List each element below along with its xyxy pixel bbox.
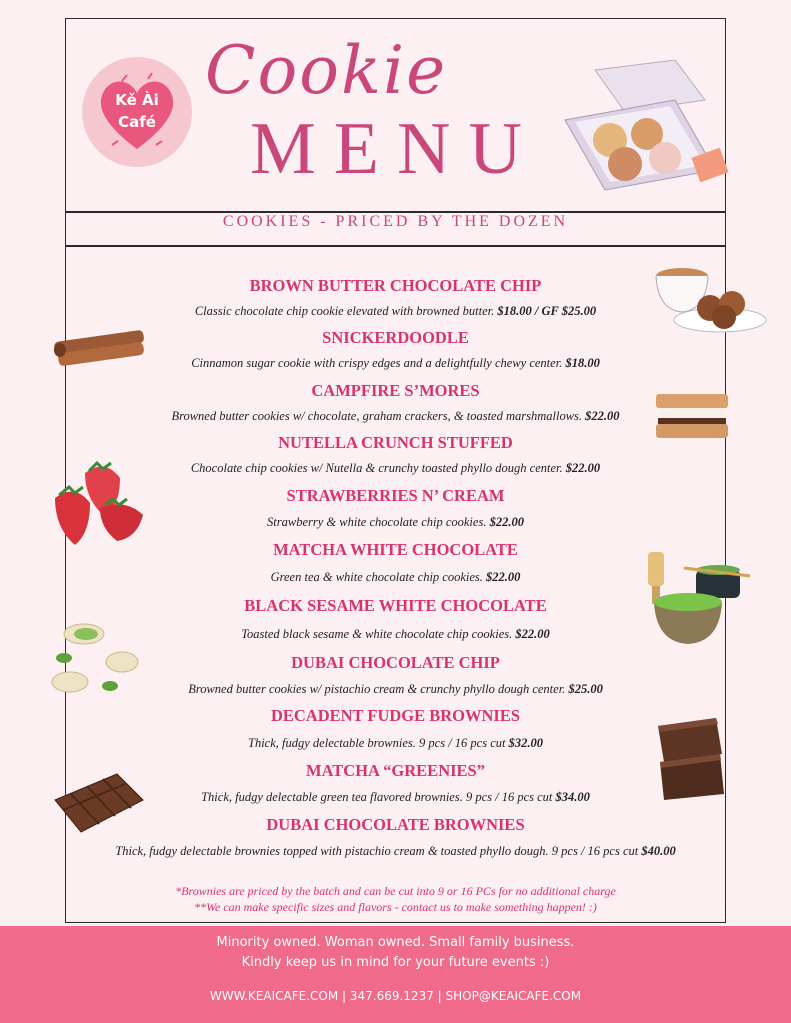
menu-item-name: DUBAI CHOCOLATE BROWNIES bbox=[266, 815, 525, 834]
menu-item-price: $40.00 bbox=[641, 844, 676, 858]
menu-item-price: $22.00 bbox=[585, 409, 620, 423]
custom-order-note: **We can make specific sizes and flavors - contact us to make something happen! :) bbox=[194, 900, 597, 914]
menu-item-name: DUBAI CHOCOLATE CHIP bbox=[291, 653, 500, 672]
footer-message: Kindly keep us in mind for your future events :) bbox=[241, 955, 550, 970]
menu-item-name: MATCHA WHITE CHOCOLATE bbox=[273, 540, 518, 559]
page-title: MENU bbox=[250, 108, 540, 190]
script-title: Cookie bbox=[205, 32, 448, 109]
menu-item-name: BROWN BUTTER CHOCOLATE CHIP bbox=[249, 276, 542, 295]
pistachios-icon bbox=[50, 620, 142, 700]
menu-item-price: $22.00 bbox=[565, 461, 601, 475]
menu-item-price: $22.00 bbox=[515, 627, 550, 641]
menu-item-desc: Green tea & white chocolate chip cookies. $22.00 bbox=[270, 570, 521, 584]
menu-item-price: $34.00 bbox=[555, 790, 590, 804]
menu-item-name: DECADENT FUDGE BROWNIES bbox=[270, 706, 521, 725]
footer-banner bbox=[0, 926, 791, 1023]
cinnamon-sticks-icon bbox=[48, 322, 150, 370]
menu-item-price: $25.00 bbox=[568, 682, 603, 696]
cookie-box-icon bbox=[555, 60, 730, 195]
section-divider bbox=[65, 245, 726, 247]
strawberries-icon bbox=[45, 453, 150, 548]
cafe-logo bbox=[82, 57, 192, 167]
menu-item-price: $32.00 bbox=[508, 736, 543, 750]
brownie-note: *Brownies are priced by the batch and can be cut into 9 or 16 PCs for no additional charge bbox=[175, 884, 616, 898]
menu-item-price: $22.00 bbox=[486, 570, 521, 584]
menu-item-name: CAMPFIRE S’MORES bbox=[311, 381, 480, 400]
menu-item-desc: Browned butter cookies w/ pistachio cream & crunchy phyllo dough center. $25.00 bbox=[188, 682, 603, 696]
heart-logo-icon bbox=[82, 57, 192, 167]
footer-tagline: Minority owned. Woman owned. Small family business. bbox=[216, 935, 575, 950]
menu-item-desc: Browned butter cookies w/ chocolate, graham crackers, & toasted marshmallows. $22.00 bbox=[171, 409, 620, 423]
menu-item-desc: Thick, fudgy delectable brownies topped with pistachio cream & toasted phyllo dough. 9 pcs / 16 pcs cut $40.00 bbox=[115, 844, 676, 858]
menu-item-desc: Toasted black sesame & white chocolate chip cookies. $22.00 bbox=[241, 627, 550, 641]
menu-item-name: STRAWBERRIES N’ CREAM bbox=[286, 486, 505, 505]
menu-item-desc: Thick, fudgy delectable green tea flavored brownies. 9 pcs / 16 pcs cut $34.00 bbox=[201, 790, 590, 804]
menu-item-desc: Thick, fudgy delectable brownies. 9 pcs / 16 pcs cut $32.00 bbox=[248, 736, 543, 750]
menu-item-desc: Classic chocolate chip cookie elevated with browned butter. $18.00 / GF $25.00 bbox=[194, 304, 597, 318]
menu-item-desc: Strawberry & white chocolate chip cookies. $22.00 bbox=[267, 515, 524, 529]
menu-item-name: NUTELLA CRUNCH STUFFED bbox=[278, 433, 513, 452]
coffee-and-cookies-icon bbox=[650, 262, 770, 337]
logo-text-line2: Café bbox=[118, 113, 156, 131]
menu-item-price: $18.00 bbox=[565, 356, 600, 370]
menu-item-price: $18.00 / GF $25.00 bbox=[497, 304, 597, 318]
section-title: COOKIES - PRICED BY THE DOZEN bbox=[222, 213, 569, 230]
menu-item-name: SNICKERDOODLE bbox=[322, 328, 469, 347]
menu-item-name: BLACK SESAME WHITE CHOCOLATE bbox=[244, 596, 547, 615]
menu-item-name: MATCHA “GREENIES” bbox=[306, 761, 485, 780]
brownies-icon bbox=[654, 714, 726, 802]
footer-contact: WWW.KEAICAFE.COM | 347.669.1237 | SHOP@KEAICAFE.COM bbox=[209, 989, 582, 1003]
logo-text-line1: Kě Ài bbox=[115, 91, 159, 109]
menu-item-desc: Cinnamon sugar cookie with crispy edges and a delightfully chewy center. $18.00 bbox=[191, 356, 600, 370]
menu-item-price: $22.00 bbox=[489, 515, 524, 529]
matcha-set-icon bbox=[638, 548, 756, 648]
chocolate-bar-icon bbox=[47, 770, 147, 838]
menu-item-desc: Chocolate chip cookies w/ Nutella & crunchy toasted phyllo dough center. $22.00 bbox=[190, 461, 601, 475]
smores-icon bbox=[652, 388, 732, 443]
